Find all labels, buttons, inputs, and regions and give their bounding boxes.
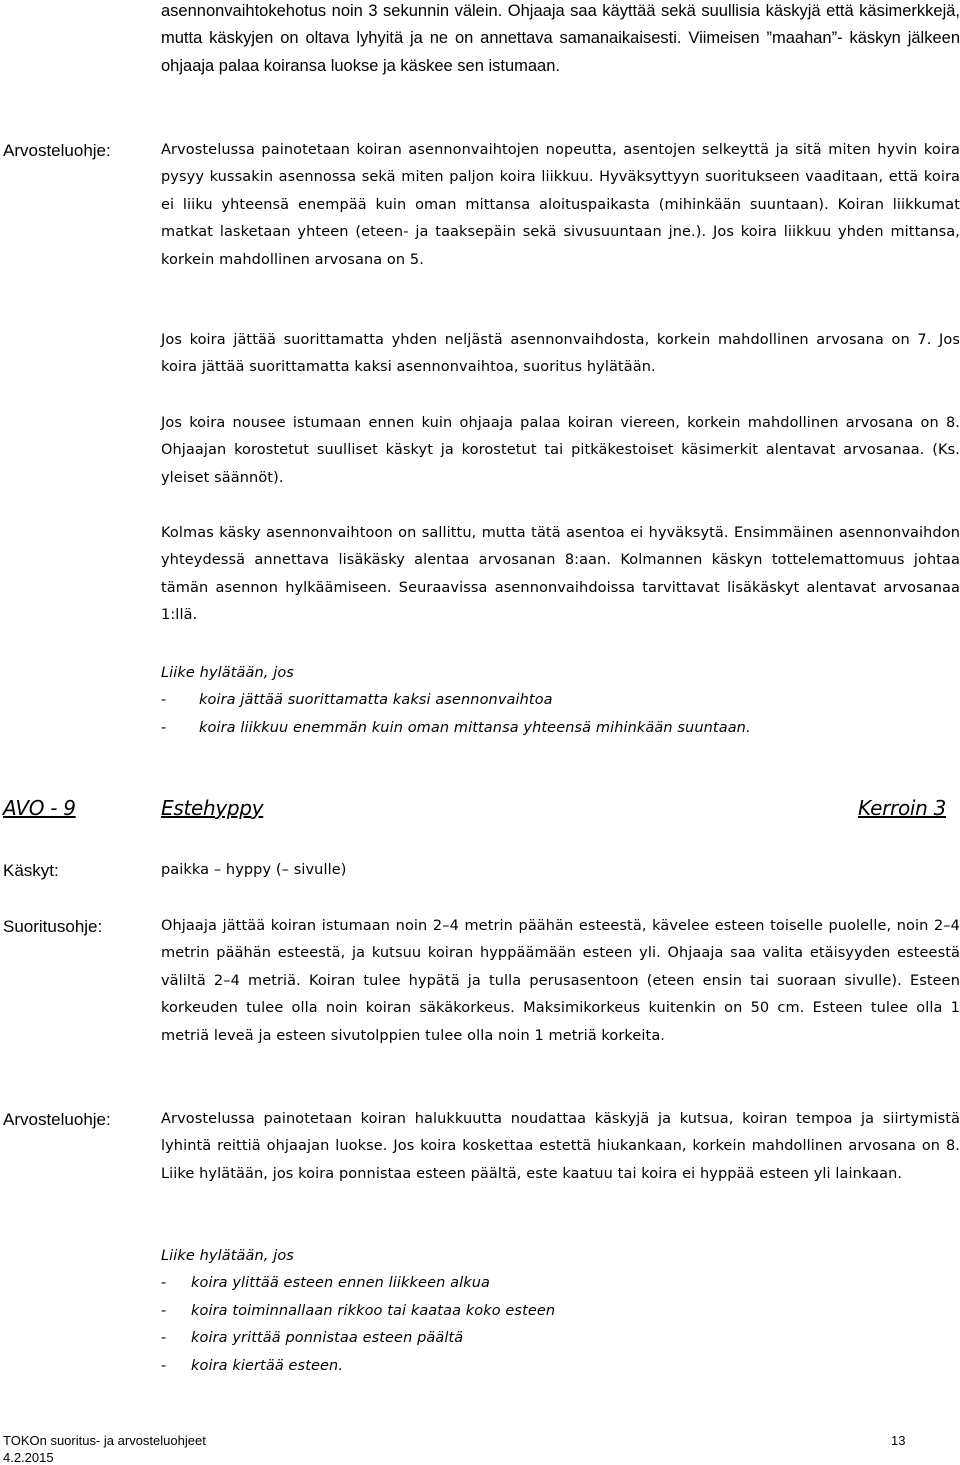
footer-title: TOKOn suoritus- ja arvosteluohjeet <box>3 1433 206 1448</box>
reject-title: Liike hylätään, jos <box>161 665 294 681</box>
intro-paragraph: asennonvaihtokehotus noin 3 sekunnin välein. Ohjaaja saa käyttää sekä suullisia käskyjä että käsimerkkejä, mutta käskyjen on oltava lyhyitä ja ne on annettava samanaikaisesti. Viimeisen ”maahan”- käskyn jälkeen ohjaaja palaa koiransa luokse ja käskee sen istumaan. <box>161 2 960 75</box>
dash-bullet: - <box>161 1357 167 1374</box>
list-item <box>161 1325 960 1352</box>
list-item-text: koira toiminnallaan rikkoo tai kaataa koko esteen <box>191 1302 556 1319</box>
exercise-coefficient: Kerroin 3 <box>858 796 947 820</box>
dash-bullet: - <box>161 1330 167 1347</box>
list-item <box>161 1298 960 1325</box>
dash-bullet: - <box>161 1302 167 1319</box>
list-item-text: koira yrittää ponnistaa esteen päältä <box>191 1330 464 1347</box>
reject-title: Liike hylätään, jos <box>161 1248 294 1264</box>
evaluation-paragraph-4: Kolmas käsky asennonvaihtoon on sallittu, mutta tätä asentoa ei hyväksytä. Ensimmäinen asennonvaihdon yhteydessä annettava lisäkäsky alentaa arvosanan 8:aan. Kolmannen käskyn tottelemattomuus johtaa tämän asennon hylkäämiseen. Seuraavissa asennonvaihdoissa tarvittavat lisäkäskyt alentavat arvosanaa 1:llä. <box>161 525 960 624</box>
list-item <box>161 1353 960 1380</box>
commands-text: paikka – hyppy (– sivulle) <box>161 862 347 878</box>
exercise-name: Estehyppy <box>161 796 264 820</box>
evaluation-text-avo9: Arvostelussa painotetaan koiran halukkuutta noudattaa käskyjä ja kutsua, koiran tempoa ja siirtymistä lyhintä reittiä ohjaajan luokse. Jos koira koskettaa estettä hiukankaan, korkein mahdollinen arvosana on 8. Liike hylätään, jos koira ponnistaa esteen päältä, este kaatuu tai koira ei hyppää esteen yli lainkaan. <box>161 1111 960 1182</box>
evaluation-label-avo9: Arvosteluohje: <box>3 1110 111 1129</box>
dash-bullet: - <box>161 1275 167 1292</box>
list-item <box>161 687 960 714</box>
list-item-text: koira ylittää esteen ennen liikkeen alkua <box>191 1275 490 1292</box>
exercise-code: AVO - 9 <box>3 796 76 820</box>
section-label-evaluation: Arvosteluohje: <box>3 141 111 160</box>
list-item-text: koira jättää suorittamatta kaksi asennonvaihtoa <box>199 692 553 709</box>
commands-label: Käskyt: <box>3 861 59 880</box>
dash-bullet: - <box>161 692 167 709</box>
evaluation-paragraph-3: Jos koira nousee istumaan ennen kuin ohjaaja palaa koiran viereen, korkein mahdollinen arvosana on 8. Ohjaajan korostetut suulliset käskyt ja korostetut tai pitkäkestoiset käsimerkit alentavat arvosanaa. (Ks. yleiset säännöt). <box>161 415 960 486</box>
list-item <box>161 715 960 742</box>
page-number: 13 <box>891 1433 906 1448</box>
performance-text: Ohjaaja jättää koiran istumaan noin 2–4 metrin päähän esteestä, kävelee esteen toiselle puolelle, noin 2–4 metrin päähän esteestä, ja kutsuu koiran hyppäämään esteen yli. Ohjaaja saa valita etäisyyden esteestä väliltä 2–4 metriä. Koiran tulee hypätä ja tulla perusasentoon (eteen ensin tai suoraan sivulle). Esteen korkeuden tulee olla noin koiran säkäkorkeus. Maksimikorkeus kuitenkin on 50 cm. Esteen tulee olla 1 metriä leveä ja esteen sivutolppien tulee olla noin 1 metriä korkeita. <box>161 918 960 1044</box>
dash-bullet: - <box>161 719 167 736</box>
evaluation-paragraph-1: Arvostelussa painotetaan koiran asennonvaihtojen nopeutta, asentojen selkeyttä ja sitä miten hyvin koira pysyy kussakin asennossa sekä miten paljon koira liikkuu. Hyväksyttyyn suoritukseen vaaditaan, että koira ei liiku yhteensä enempää kuin oman mittansa aloituspaikasta (mihinkään suuntaan). Koiran liikkumat matkat lasketaan yhteen (eteen- ja taaksepäin sekä sivusuuntaan jne.). Jos koira liikkuu yhden mittansa, korkein mahdollinen arvosana on 5. <box>161 142 960 268</box>
reject-list-2 <box>161 1243 960 1380</box>
list-item-text: koira liikkuu enemmän kuin oman mittansa yhteensä mihinkään suuntaan. <box>199 719 751 736</box>
list-item <box>161 1270 960 1297</box>
reject-list-1 <box>161 660 960 742</box>
evaluation-paragraph-2: Jos koira jättää suorittamatta yhden neljästä asennonvaihdosta, korkein mahdollinen arvosana on 7. Jos koira jättää suorittamatta kaksi asennonvaihtoa, suoritus hylätään. <box>161 332 960 376</box>
footer-date: 4.2.2015 <box>3 1450 54 1465</box>
list-item-text: koira kiertää esteen. <box>191 1357 344 1374</box>
performance-label: Suoritusohje: <box>3 917 103 936</box>
